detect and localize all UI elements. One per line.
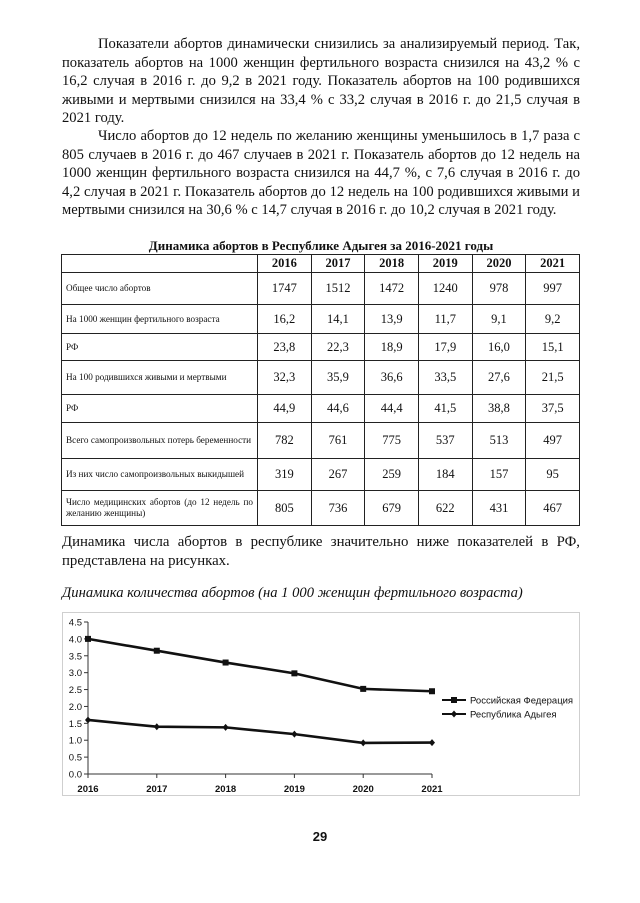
table-cell: 736 [311,491,365,526]
table-cell: 23,8 [258,334,312,361]
data-point-diamond [223,724,229,731]
table-header-year: 2016 [258,255,312,273]
table-cell: 622 [418,491,472,526]
data-point-diamond [291,731,297,738]
table-cell: 1512 [311,273,365,305]
table-cell: 37,5 [526,395,580,423]
y-tick-label: 0.5 [68,752,82,764]
table-cell: 9,1 [472,305,526,334]
table-cell: 467 [526,491,580,526]
table-header-year: 2021 [526,255,580,273]
y-tick-label: 4.5 [68,617,82,629]
table-cell: 15,1 [526,334,580,361]
data-point-square [429,688,435,694]
table-cell: 38,8 [472,395,526,423]
data-point-square [85,636,91,642]
table-cell: 157 [472,459,526,491]
paragraph-text: Число абортов до 12 недель по желанию женщины уменьшилось в 1,7 раза с 805 случаев в 2016 г. до 467 случаев в 2021 г. Показатель абортов до 12 недель на 1000 женщин фертильного возраста снизился на 44,7 %, с 7,6 случая в 2016 г. до 4,2 случая в 2021 г. Показатель абортов до 12 недель на 100 родившихся живыми и мертвыми снизился на 30,6 % с 14,7 случая в 2016 г. до 10,2 случая в 2021 году. [62,128,580,219]
y-tick-label: 3.0 [68,668,82,680]
table-row [62,361,580,395]
table-cell: 22,3 [311,334,365,361]
table-row [62,423,580,459]
table-cell: 32,3 [258,361,312,395]
y-tick-label: 1.5 [68,718,82,730]
legend-label: Республика Адыгея [470,709,557,721]
table-cell: 997 [526,273,580,305]
data-point-diamond [85,716,91,723]
row-label: Число медицинских абортов (до 12 недель по желанию женщины) [62,491,258,526]
table-cell: 805 [258,491,312,526]
x-tick-label: 2018 [215,784,237,795]
table-cell: 16,2 [258,305,312,334]
table-header-year: 2019 [418,255,472,273]
chart-title: Динамика количества абортов (на 1 000 женщин фертильного возраста) [62,585,523,601]
row-label: Всего самопроизвольных потерь беременности [62,423,258,459]
table-cell: 13,9 [365,305,419,334]
table-cell: 319 [258,459,312,491]
table-cell: 267 [311,459,365,491]
paragraph-text: Динамика числа абортов в республике значительно ниже показателей в РФ, представлена на рисунках. [62,534,580,569]
table-header-row [62,255,580,273]
table-cell: 95 [526,459,580,491]
y-tick-label: 3.5 [68,651,82,663]
data-point-diamond [154,723,160,730]
table-cell: 36,6 [365,361,419,395]
table-cell: 184 [418,459,472,491]
paragraph-abortion-rates [62,35,580,128]
table-cell: 775 [365,423,419,459]
table-cell: 17,9 [418,334,472,361]
table-cell: 21,5 [526,361,580,395]
table-header-year: 2017 [311,255,365,273]
table-cell: 18,9 [365,334,419,361]
table-cell: 33,5 [418,361,472,395]
y-tick-label: 2.0 [68,701,82,713]
table-cell: 27,6 [472,361,526,395]
row-label: РФ [62,334,258,361]
table-cell: 35,9 [311,361,365,395]
x-tick-label: 2017 [146,784,168,795]
abortion-dynamics-table [61,254,580,526]
series-line-2 [88,720,432,743]
table-cell: 16,0 [472,334,526,361]
series-line-1 [88,639,432,691]
data-point-square [360,686,366,692]
data-point-square [223,660,229,666]
table-cell: 497 [526,423,580,459]
y-tick-label: 0.0 [68,769,82,781]
table-cell: 537 [418,423,472,459]
table-header-year: 2020 [472,255,526,273]
table-cell: 761 [311,423,365,459]
x-tick-label: 2019 [283,784,305,795]
table-cell: 14,1 [311,305,365,334]
paragraph-comparison [62,533,580,570]
row-label: РФ [62,395,258,423]
table-cell: 44,4 [365,395,419,423]
paragraph-text: Показатели абортов динамически снизились за анализируемый период. Так, показатель абортов на 1000 женщин фертильного возраста снизился на 43,2 % с 16,2 случая в 2016 г. до 9,2 в 2021 году. Показатель абортов на 100 родившихся живыми и мертвыми снизился на 33,4 % с 33,2 случая в 2016 г. до 21,5 случая в 2021 году. [62,36,580,127]
y-tick-label: 2.5 [68,685,82,697]
table-cell: 1472 [365,273,419,305]
table-cell: 9,2 [526,305,580,334]
table-row [62,334,580,361]
table-row [62,491,580,526]
table-cell: 44,9 [258,395,312,423]
table-title: Динамика абортов в Республике Адыгея за 2016-2021 годы [148,238,494,253]
table-cell: 41,5 [418,395,472,423]
table-header-year: 2018 [365,255,419,273]
table-cell: 782 [258,423,312,459]
table-cell: 679 [365,491,419,526]
table-cell: 978 [472,273,526,305]
page-number: 29 [312,829,328,844]
row-label: Из них число самопроизвольных выкидышей [62,459,258,491]
table-cell: 44,6 [311,395,365,423]
y-tick-label: 1.0 [68,735,82,747]
paragraph-abortions-under-12-weeks [62,127,580,220]
table-cell: 431 [472,491,526,526]
table-row [62,305,580,334]
legend-label: Российская Федерация [470,695,574,707]
table-cell: 1747 [258,273,312,305]
table-row [62,395,580,423]
x-tick-label: 2016 [77,784,99,795]
legend-marker-square [451,697,457,703]
row-label: На 1000 женщин фертильного возраста [62,305,258,334]
table-cell: 11,7 [418,305,472,334]
table-row [62,273,580,305]
table-cell: 259 [365,459,419,491]
abortion-rate-line-chart [40,612,600,802]
table-cell: 1240 [418,273,472,305]
data-point-diamond [360,739,366,746]
data-point-diamond [429,739,435,746]
data-point-square [291,670,297,676]
table-row [62,459,580,491]
x-tick-label: 2021 [421,784,443,795]
legend-marker-diamond [451,711,457,718]
y-tick-label: 4.0 [68,634,82,646]
table-cell: 513 [472,423,526,459]
table-header-empty [62,255,258,273]
row-label: На 100 родившихся живыми и мертвыми [62,361,258,395]
row-label: Общее число абортов [62,273,258,305]
data-point-square [154,648,160,654]
x-tick-label: 2020 [352,784,374,795]
